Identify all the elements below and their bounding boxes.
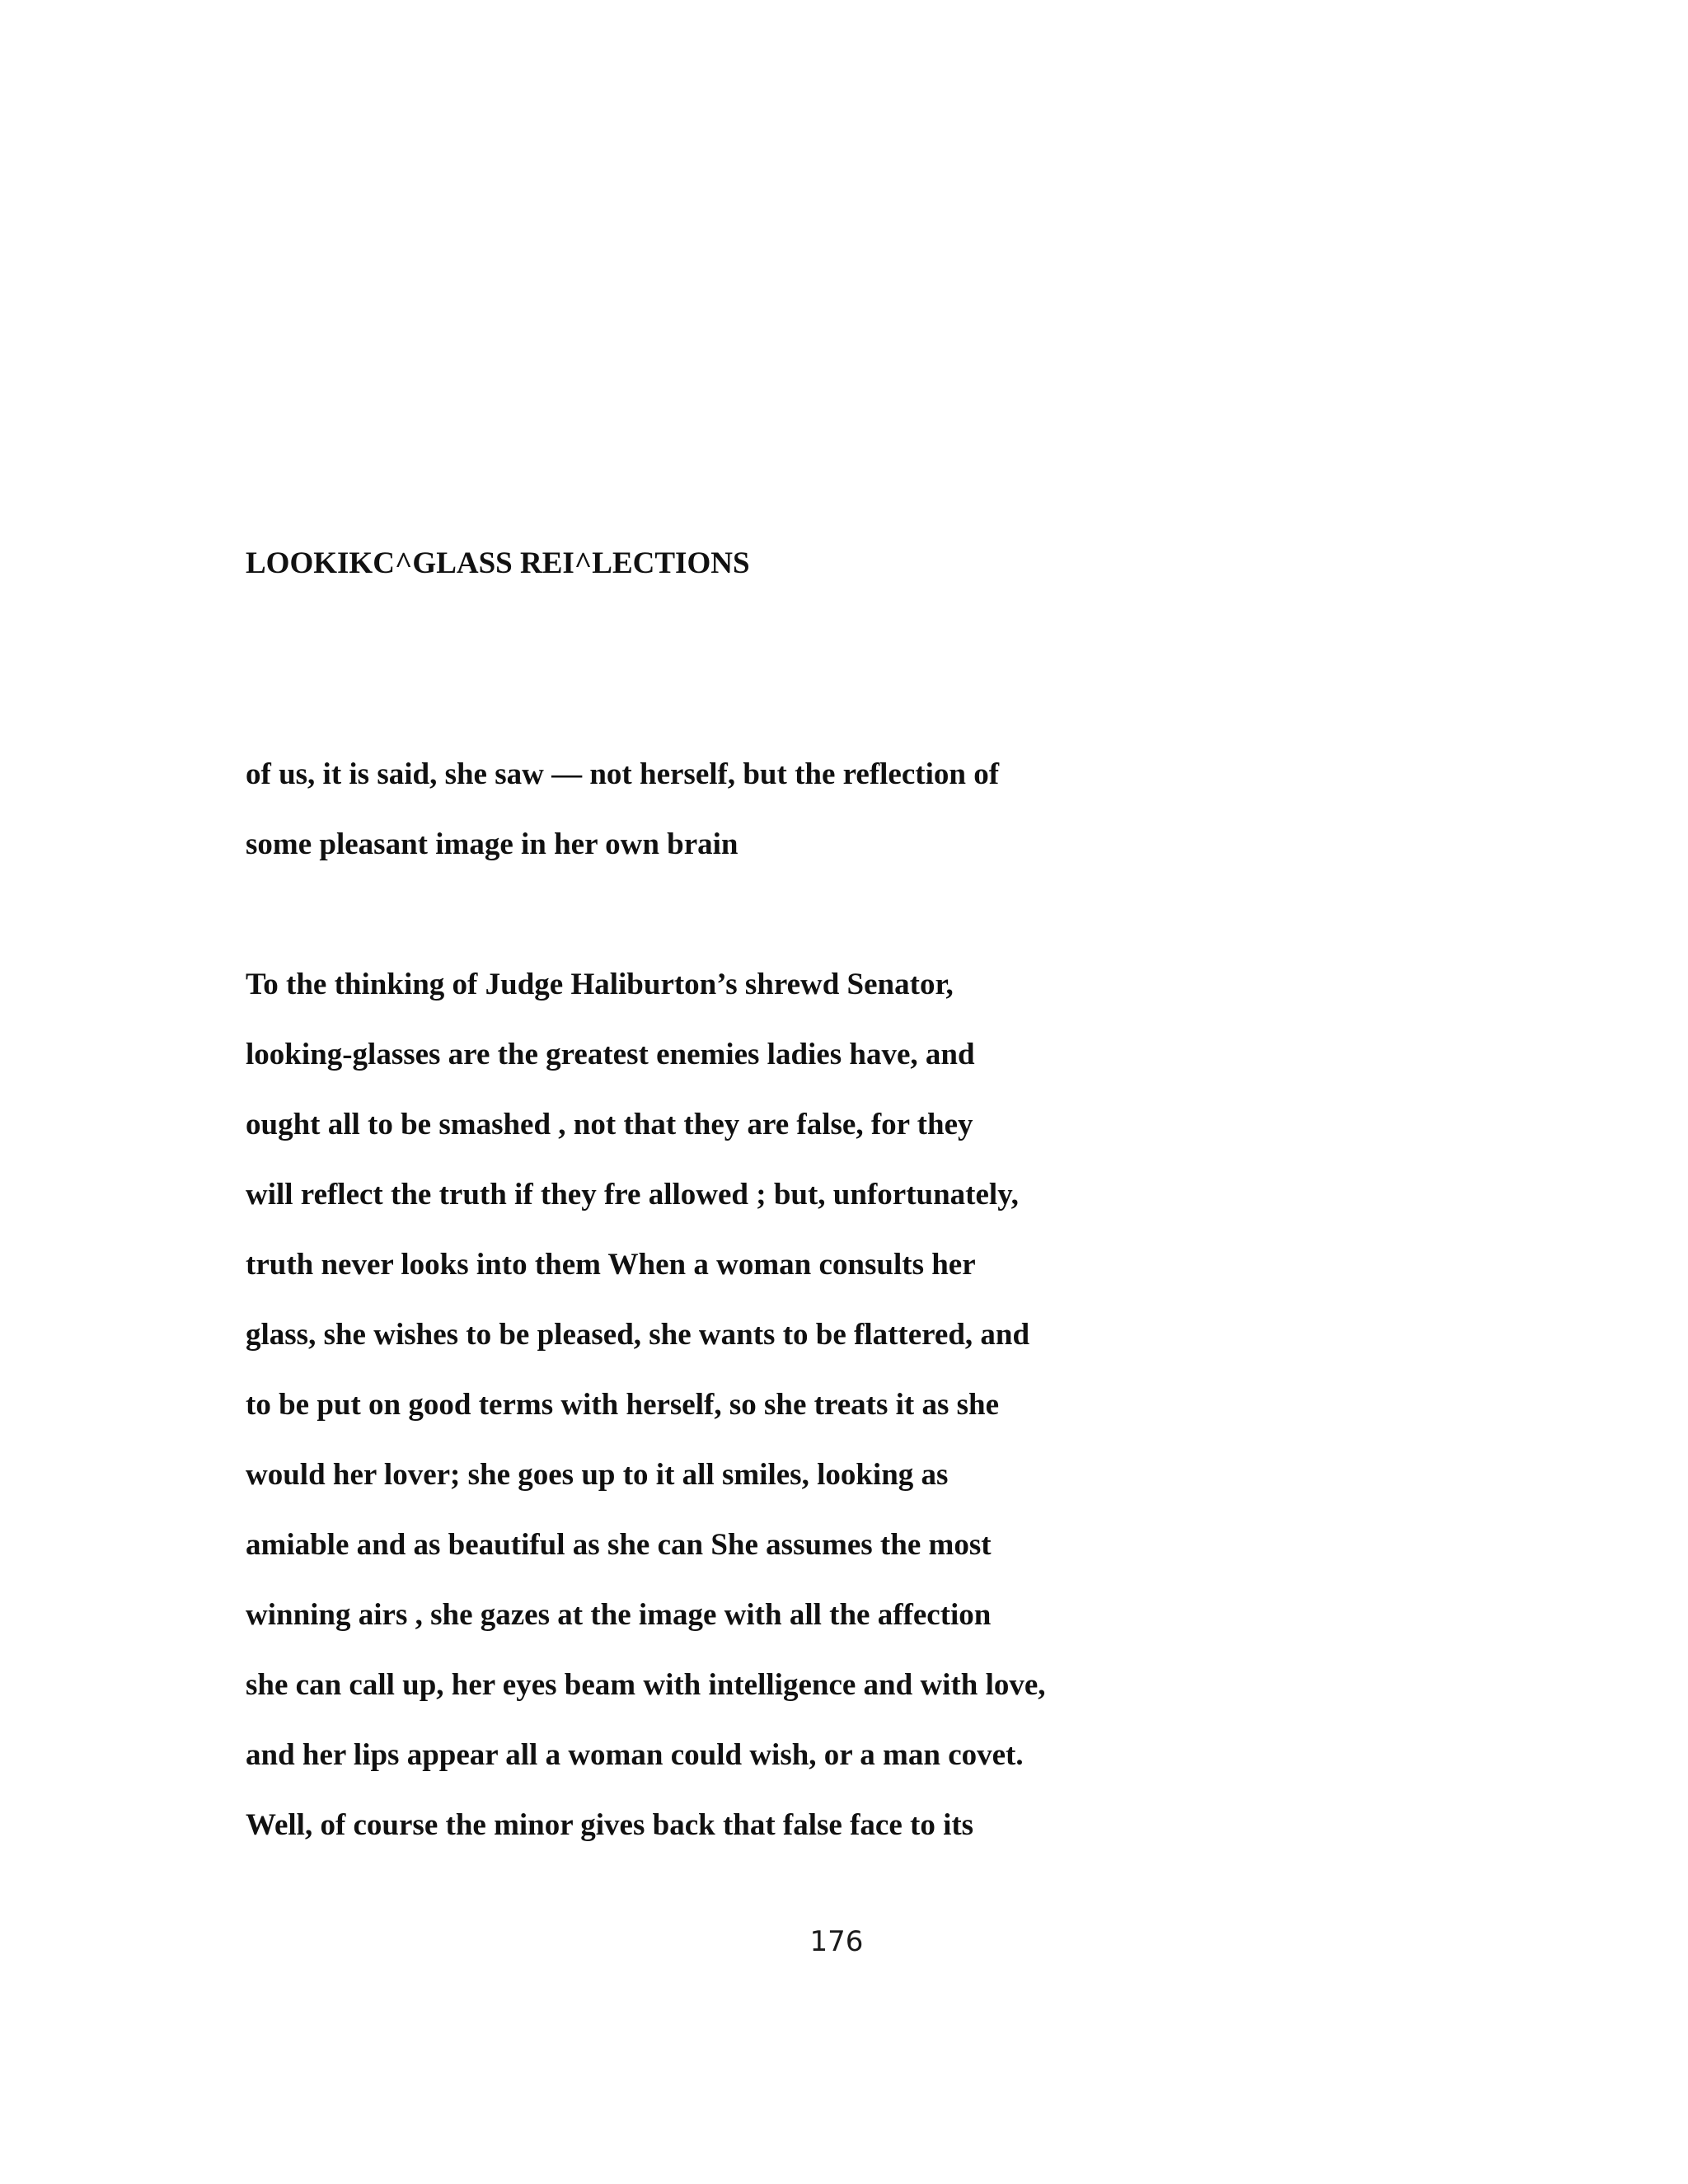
text-line: Well, of course the minor gives back that false face to its: [246, 1808, 974, 1842]
text-line: some pleasant image in her own brain: [246, 827, 738, 861]
text-line: amiable and as beautiful as she can She assumes the most: [246, 1528, 992, 1562]
text-line: To the thinking of Judge Haliburton’s shrewd Senator,: [246, 968, 954, 1001]
text-line: truth never looks into them When a woman consults her: [246, 1248, 976, 1282]
text-line: of us, it is said, she saw — not herself, but the reflection of: [246, 757, 1000, 791]
text-line: would her lover; she goes up to it all smiles, looking as: [246, 1458, 949, 1492]
text-line: glass, she wishes to be pleased, she wants to be flattered, and: [246, 1318, 1030, 1352]
page-number: 176: [809, 1925, 864, 1958]
page-heading: LOOKIKC^GLASS REI^LECTIONS: [246, 546, 750, 580]
text-line: she can call up, her eyes beam with intelligence and with love,: [246, 1668, 1046, 1702]
text-line: to be put on good terms with herself, so she treats it as she: [246, 1388, 999, 1422]
text-line: ought all to be smashed , not that they are false, for they: [246, 1108, 973, 1141]
text-line: looking-glasses are the greatest enemies ladies have, and: [246, 1038, 975, 1071]
text-line: and her lips appear all a woman could wish, or a man covet.: [246, 1738, 1024, 1772]
text-line: winning airs , she gazes at the image with all the affection: [246, 1598, 992, 1632]
text-line: will reflect the truth if they fre allowed ; but, unfortunately,: [246, 1178, 1019, 1212]
